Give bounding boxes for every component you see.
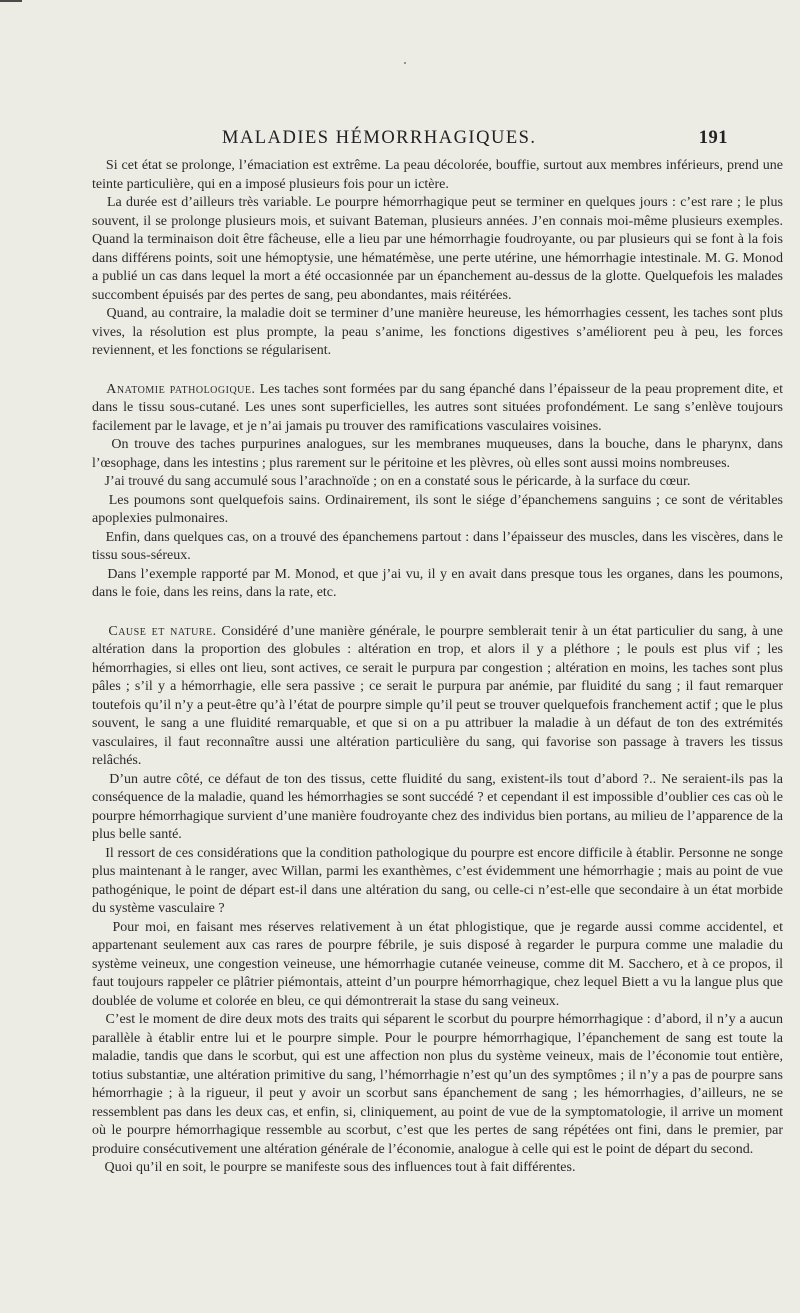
paragraph: Les poumons sont quelquefois sains. Ordinairement, ils sont le siége d’épanchemens sanguins ; ce sont de véritables apoplexies pulmonaires.: [92, 492, 784, 526]
page-number: 191: [698, 128, 728, 148]
running-title: MALADIES HÉMORRHAGIQUES.: [222, 128, 537, 148]
paragraph: J’ai trouvé du sang accumulé sous l’arachnoïde ; on en a constaté sous le péricarde, à la surface du cœur.: [104, 474, 691, 489]
paragraph: Il ressort de ces considérations que la condition pathologique du pourpre est encore difficile à établir. Personne ne songe plus maintenant à le ranger, avec Willan, parmi les exanthèmes, c’est évidemment une hémorrhagie ; mais au point de vue pathogénique, le point de départ est-il dans une altération du sang, ou celle-ci n’est-elle que secondaire à un état morbide du système vasculaire ?: [92, 845, 784, 916]
paragraph: On trouve des taches purpurines analogues, sur les membranes muqueuses, dans la bouche, dans le pharynx, dans l’œsophage, dans les intestins ; plus rarement sur le péritoine et les plèvres, où elles sont aussi moins nombreuses.: [92, 437, 784, 471]
paragraph: Enfin, dans quelques cas, on a trouvé des épanchemens partout : dans l’épaisseur des muscles, dans les viscères, dans le tissu sous-séreux.: [92, 529, 784, 563]
section-heading: Anatomie pathologique.: [106, 381, 256, 397]
paragraph: Pour moi, en faisant mes réserves relativement à un état phlogistique, que je regarde aussi comme accidentel, et appartenant seulement aux cas rares de pourpre fébrile, je suis disposé à regarder le purpura comme une maladie du système veineux, une congestion veineuse, une hémorrhagie cutanée veineuse, comme dit M. Sacchero, et à ce propos, il faut toujours rappeler ce plâtrier piémontais, atteint d’un pourpre hémorrhagique, chez lequel Biett a vu la langue plus que doublée de volume et colorée en bleu, ce qui démontrerait la stase du sang veineux.: [92, 919, 783, 1009]
running-header: [222, 128, 728, 152]
paragraph: Si cet état se prolonge, l’émaciation est extrême. La peau décolorée, bouffie, surtout aux membres inférieurs, prend une teinte particulière, qui en a imposé plusieurs fois pour un ictère.: [92, 158, 784, 192]
body-text: [92, 157, 783, 1178]
paragraph: Dans l’exemple rapporté par M. Monod, et que j’ai vu, il y en avait dans presque tous les organes, dans les poumons, dans le foie, dans les reins, dans la rate, etc.: [92, 566, 783, 600]
paragraph: Quand, au contraire, la maladie doit se terminer d’une manière heureuse, les hémorrhagies cessent, les taches sont plus vives, la résolution est plus prompte, la peau s’anime, les fonctions digestives s’améliorent peu à peu, les forces reviennent, et les fonctions se régularisent.: [92, 306, 784, 358]
paragraph: D’un autre côté, ce défaut de ton des tissus, cette fluidité du sang, existent-ils tout d’abord ?.. Ne seraient-ils pas la conséquence de la maladie, quand les hémorrhagies se sont succédé ? et cependant il est impossible d’oublier ces cas où le pourpre hémorrhagique survient d’une manière foudroyante chez des individus bien portans, au milieu de l’apparence de la plus belle santé.: [92, 771, 783, 842]
section-paragraph: Anatomie pathologique. Les taches sont formées par du sang épanché dans l’épaisseur de la peau proprement dite, et dans le tissu sous-cutané. Les unes sont superficielles, les autres sont situées profondément. Le sang s’enlève toujours facilement par le lavage, et je n’ai jamais pu trouver des ramifications vasculaires voisines.: [92, 381, 784, 434]
paragraph: Quoi qu’il en soit, le pourpre se manifeste sous des influences tout à fait différentes.: [104, 1160, 576, 1175]
ink-speck: [404, 62, 406, 64]
page-edge-mark: [0, 0, 22, 10]
section-paragraph: Cause et nature. Considéré d’une manière générale, le pourpre semblerait tenir à un état particulier du sang, à une altération dans la proportion des globules : altération en trop, et alors il y a pléthore ; le pouls est plus vif ; les hémorrhagies, si elles ont lieu, sont actives, ce serait le purpura par congestion ; altération en moins, les taches sont plus pâles ; s’il y a hémorrhagie, elle sera passive ; ce serait le purpura par anémie, par fluidité du sang ; il faut remarquer toutefois qu’il n’y a peut-être qu’à l’état de pourpre simple qu’il peut se trouver quelquefois franchement actif ; que le plus souvent, le sang a une fluidité remarquable, et que si on a pu attribuer la maladie à un défaut de ton des extrémités vasculaires, il faut reconnaître aussi une altération particulière du sang, qui favorise son passage à travers les tissus relâchés.: [92, 623, 784, 768]
paragraph: La durée est d’ailleurs très variable. Le pourpre hémorrhagique peut se terminer en quelques jours : c’est rare ; le plus souvent, il se prolonge plusieurs mois, et suivant Bateman, plusieurs années. J’en connais moi-même plusieurs exemples. Quand la terminaison doit être fâcheuse, elle a lieu par une hémorrhagie foudroyante, ou par plusieurs qui se font à la fois dans différens points, soit une hémoptysie, une hématémèse, une perte utérine, une hémorrhagie intestinale. M. G. Monod a publié un cas dans lequel la mort a été occasionnée par un épanchement au-dessus de la glotte. Quelquefois les malades succombent épuisés par des pertes de sang, peu abondantes, mais réitérées.: [92, 195, 783, 303]
section-heading: Cause et nature.: [108, 623, 217, 639]
paragraph: C’est le moment de dire deux mots des traits qui séparent le scorbut du pourpre hémorrhagique : d’abord, il n’y a aucun parallèle à établir entre lui et le pourpre simple. Pour le pourpre hémorrhagique, l’épanchement de sang est toute la maladie, tandis que dans le scorbut, qui est une affection non plus du système veineux, mais de l’économie tout entière, totius substantiæ, une altération primitive du sang, l’hémorrhagie n’est qu’un des symptômes ; il n’y a pas de pourpre sans hémorrhagie ; à la rigueur, il peut y avoir un scorbut sans épanchement de sang ; les hémorrhagies, d’ailleurs, ne se ressemblent pas dans les deux cas, et enfin, si, cliniquement, au point de vue de la symptomatologie, il arrive un moment où le pourpre hémorrhagique ressemble au scorbut, c’est que les pertes de sang répétées ont fini, dans le premier, par produire consécutivement une altération générale de l’économie, analogue à celle qui est le point de départ du second.: [92, 1012, 783, 1157]
